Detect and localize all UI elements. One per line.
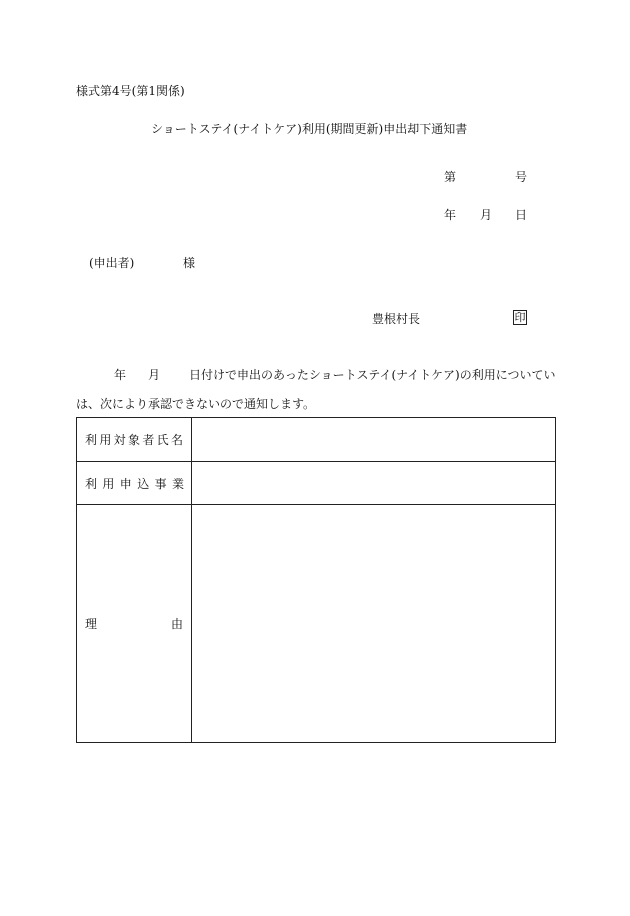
body-text-line1-rest: 日付けで申出のあったショートステイ(ナイトケア)の利用についてい bbox=[189, 368, 556, 382]
document-title: ショートステイ(ナイトケア)利用(期間更新)申出却下通知書 bbox=[151, 122, 468, 136]
body-year-label: 年 bbox=[114, 368, 127, 382]
table-row bbox=[77, 418, 556, 462]
seal-mark: 印 bbox=[514, 311, 526, 324]
table-row bbox=[77, 505, 556, 743]
date-month-label: 月 bbox=[480, 208, 493, 222]
row-label-reason: 理由 bbox=[77, 505, 192, 743]
table-row bbox=[77, 462, 556, 505]
row-value-reason bbox=[192, 505, 556, 743]
date-year-label: 年 bbox=[444, 208, 457, 222]
row-label-applicant-name: 利用対象者氏名 bbox=[77, 418, 192, 462]
body-month-label: 月 bbox=[148, 368, 161, 382]
row-value-applicant-name bbox=[192, 418, 556, 462]
applicant-label: (申出者) bbox=[89, 256, 135, 270]
applicant-honorific: 様 bbox=[183, 256, 196, 270]
document-number-suffix: 号 bbox=[515, 170, 528, 184]
issuer-name: 豊根村長 bbox=[372, 312, 421, 326]
row-label-service: 利用申込事業 bbox=[77, 462, 192, 505]
form-number: 様式第4号(第1関係) bbox=[76, 84, 185, 98]
row-value-service bbox=[192, 462, 556, 505]
document-number-prefix: 第 bbox=[444, 170, 457, 184]
info-table bbox=[76, 417, 556, 743]
body-text-line2: は、次により承認できないので通知します。 bbox=[76, 397, 316, 411]
date-day-label: 日 bbox=[515, 208, 528, 222]
